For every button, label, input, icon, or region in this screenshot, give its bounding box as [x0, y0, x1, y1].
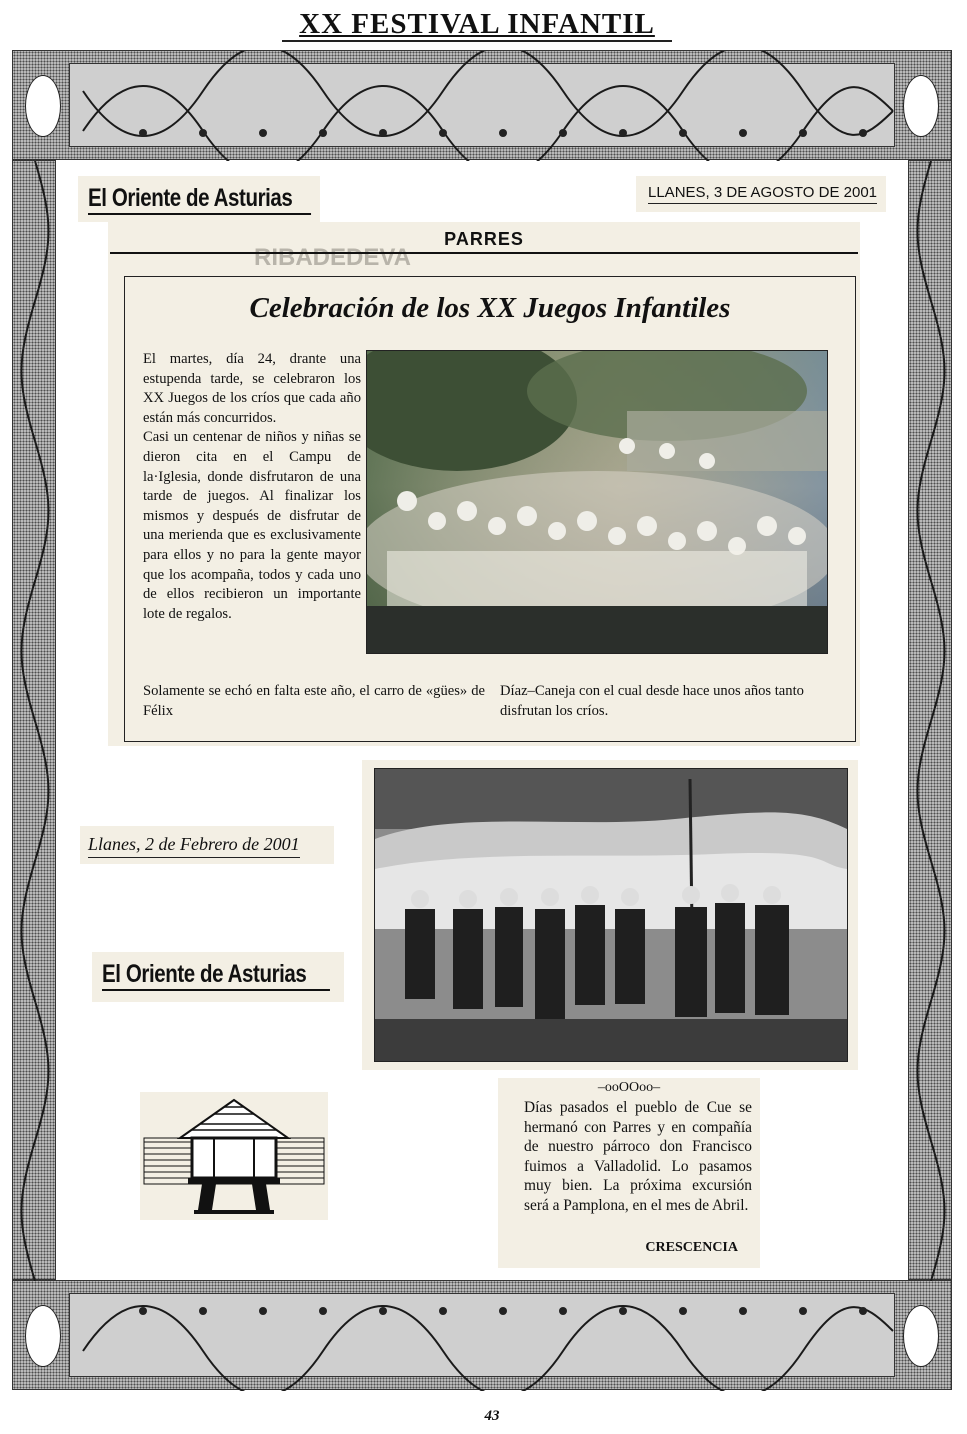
wave-pattern-bottom — [13, 1281, 953, 1391]
excursion-note-text: Días pasados el pueblo de Cue se hermanó con Parres y en compañía de nuestro párroco don Francisco fuimos a Valladolid. Lo pasamos muy bien. La próxima excursión será a Pamplona, en el mes de Abril. — [524, 1099, 752, 1214]
horreo-icon — [140, 1092, 328, 1220]
bleed-through-section: RIBADEDEVA — [254, 244, 411, 271]
article-closing-left: Solamente se echó en falta este año, el carro de «gües» de Félix — [143, 683, 485, 719]
wave-pattern-left — [13, 161, 57, 1281]
article-body — [143, 350, 361, 624]
page-title: XX FESTIVAL INFANTIL — [282, 6, 672, 42]
bottom-border-band — [12, 1280, 952, 1390]
newspaper-masthead: El Oriente de Asturias — [88, 184, 311, 215]
corner-oval-left — [25, 75, 61, 137]
corner-oval-left — [25, 1305, 61, 1367]
corner-oval-right — [903, 1305, 939, 1367]
note-signature: CRESCENCIA — [645, 1240, 738, 1255]
article-headline: Celebración de los XX Juegos Infantiles — [249, 292, 731, 324]
ornament-separator: –ooOOoo– — [597, 1080, 661, 1095]
article-paragraph: Casi un centenar de niños y niñas se dieron cita en el Campu de la·Iglesia, donde disfrutaron de una tarde de juegos. Al finalizar los mismos y después de disfrutar de una merienda que es exclusivamente para ellos y no para la gente mayor que los acompaña, todos y cada uno de ellos recibieron un importante lote de regalos. — [143, 429, 361, 622]
adults-group-photo — [374, 768, 848, 1062]
article-paragraph: El martes, día 24, drante una estupenda tarde, se celebraron los XX Juegos de los críos que cada año están más concurridos. — [143, 351, 361, 426]
top-border-band — [12, 50, 952, 160]
section-label: PARRES — [110, 226, 858, 254]
page-number: 43 — [484, 1408, 500, 1424]
wave-pattern-top — [13, 51, 953, 161]
article-closing-right: Díaz–Caneja con el cual desde hace unos años tanto disfrutan los críos. — [500, 683, 804, 719]
article-dateline: LLANES, 3 DE AGOSTO DE 2001 — [648, 184, 877, 204]
children-group-photo — [366, 350, 828, 654]
excursion-note-clipping — [498, 1078, 760, 1268]
left-border-band — [12, 160, 56, 1280]
right-border-band — [908, 160, 952, 1280]
wave-pattern-right — [909, 161, 953, 1281]
corner-oval-right — [903, 75, 939, 137]
excursion-dateline: Llanes, 2 de Febrero de 2001 — [88, 834, 300, 858]
newspaper-masthead: El Oriente de Asturias — [102, 960, 330, 991]
